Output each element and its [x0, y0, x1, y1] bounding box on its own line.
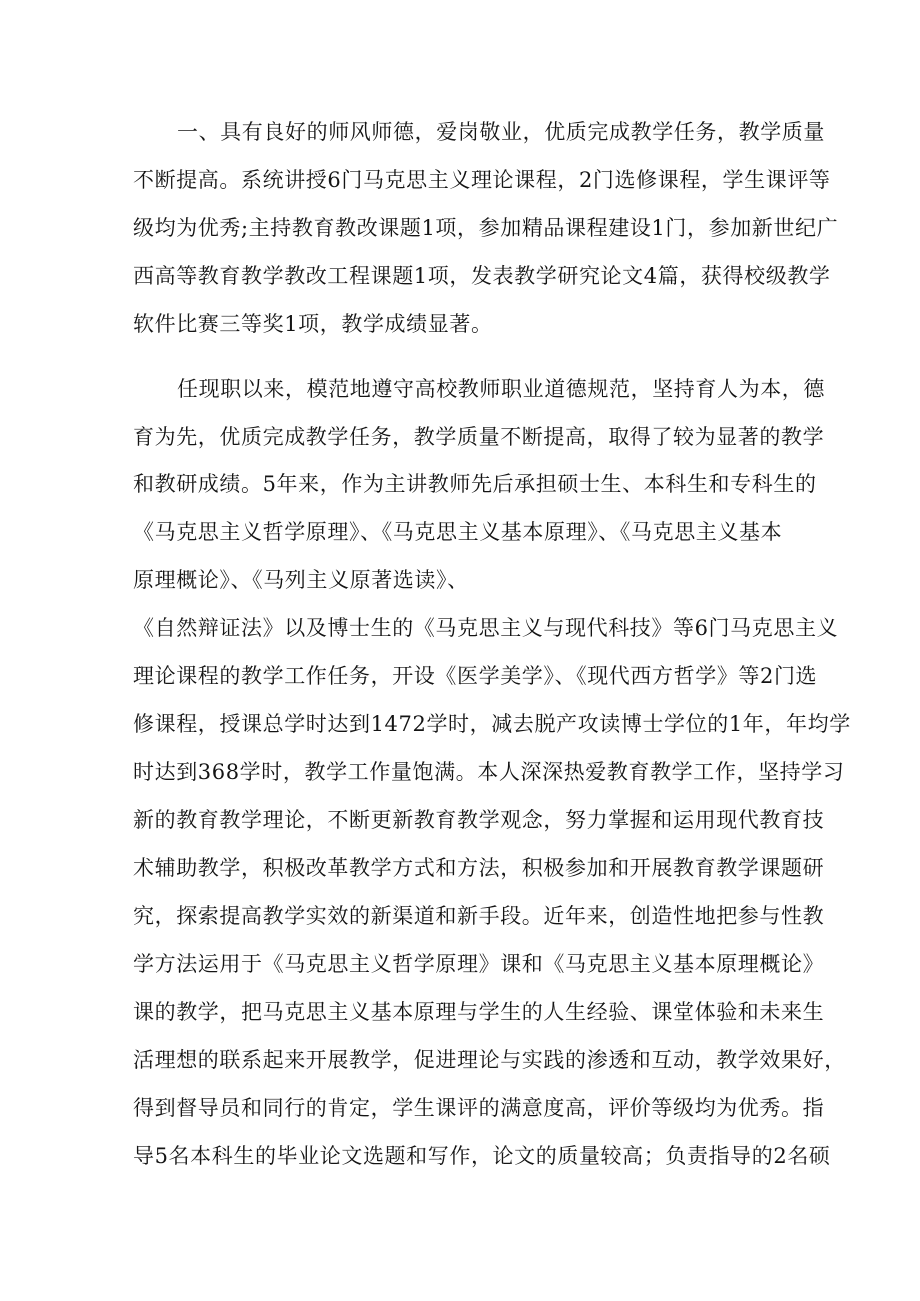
text-line: 究，探索提高教学实效的新渠道和新手段。近年来，创造性地把参与性教	[133, 904, 825, 928]
text-line: 修课程，授课总学时达到1472学时，减去脱产攻读博士学位的1年，年均学	[133, 712, 851, 736]
text-line: 软件比赛三等奖1项，教学成绩显著。	[133, 312, 493, 336]
text-line: 导5名本科生的毕业论文选题和写作，论文的质量较高；负责指导的2名硕	[133, 1144, 831, 1168]
text-line: 原理概论》、《马列主义原著选读》、	[133, 568, 469, 592]
text-line: 级均为优秀;主持教育教改课题1项，参加精品课程建设1门，参加新世纪广	[133, 216, 839, 240]
text-line: 《自然辩证法》以及博士生的《马克思主义与现代科技》等6门马克思主义	[133, 616, 839, 640]
text-line: 育为先，优质完成教学任务，教学质量不断提高，取得了较为显著的教学	[133, 425, 825, 449]
text-line: 新的教育教学理论，不断更新教育教学观念，努力掌握和运用现代教育技	[133, 808, 825, 832]
text-line: 《马克思主义哲学原理》、《马克思主义基本原理》、《马克思主义基本	[133, 520, 783, 544]
text-line: 一、具有良好的师风师德，爱岗敬业，优质完成教学任务，教学质量	[177, 120, 825, 144]
text-line: 不断提高。系统讲授6门马克思主义理论课程，2门选修课程，学生课评等	[133, 168, 831, 192]
text-line: 课的教学，把马克思主义基本原理与学生的人生经验、课堂体验和未来生	[133, 1000, 825, 1024]
text-line: 活理想的联系起来开展教学，促进理论与实践的渗透和互动，教学效果好，	[133, 1048, 846, 1072]
text-line: 理论课程的教学工作任务，开设《医学美学》、《现代西方哲学》等2门选	[133, 664, 818, 688]
text-line: 术辅助教学，积极改革教学方式和方法，积极参加和开展教育教学课题研	[133, 856, 825, 880]
text-line: 时达到368学时，教学工作量饱满。本人深深热爱教育教学工作，坚持学习	[133, 760, 845, 784]
text-line: 任现职以来，模范地遵守高校教师职业道德规范，坚持育人为本，德	[177, 377, 825, 401]
text-line: 西高等教育教学教改工程课题1项，发表教学研究论文4篇，获得校级教学	[133, 264, 831, 288]
text-line: 和教研成绩。5年来，作为主讲教师先后承担硕士生、本科生和专科生的	[133, 472, 817, 496]
text-line: 得到督导员和同行的肯定，学生课评的满意度高，评价等级均为优秀。指	[133, 1096, 825, 1120]
text-line: 学方法运用于《马克思主义哲学原理》课和《马克思主义基本原理概论》	[133, 952, 825, 976]
